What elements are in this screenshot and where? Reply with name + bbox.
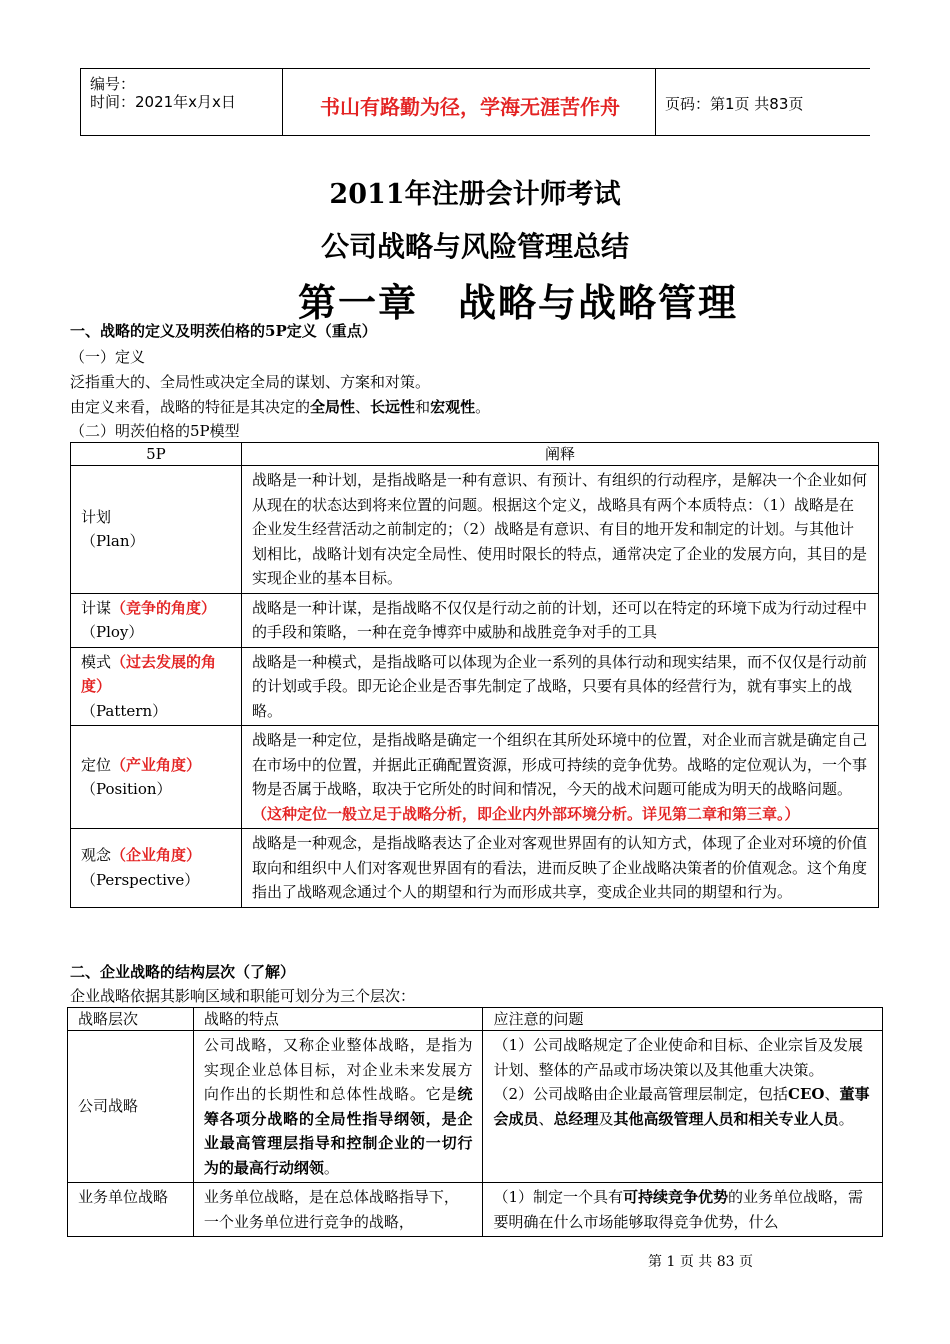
table-row [71, 466, 879, 594]
5p-header-col2: 阐释 [241, 443, 878, 466]
5p-en: （Pattern） [81, 701, 168, 720]
issue-post: 的业务单位战略，需要明确在什么市场能够取得竞争优势，什么 [493, 1188, 864, 1231]
feature-bold: 统筹各项分战略的全局性指导纲领，是企业最高管理层指导和控制企业的一切行为的最高行动纲领 [203, 1085, 473, 1177]
level-header-col2: 战略的特点 [193, 1008, 483, 1031]
issue2-b1: CEO [788, 1085, 825, 1103]
para2-end: 。 [475, 398, 491, 416]
level-issues [483, 1031, 883, 1183]
issue2-b2: 董事会成员 [493, 1085, 870, 1128]
5p-angle: （企业角度） [111, 846, 202, 865]
5p-text: 战略是一种计谋，是指战略不仅仅是行动之前的计划，还可以在特定的环境下成为行动过程中的手段和策略，一种在竞争博弈中威胁和战胜竞争对手的工具 [251, 598, 867, 641]
issue2-end: 。 [838, 1109, 854, 1128]
feature-end: 。 [323, 1158, 339, 1177]
header-divider-2 [655, 69, 656, 135]
issue-bold: 可持续竞争优势 [623, 1188, 729, 1206]
5p-text-cell [241, 466, 878, 594]
strategy-level-table [67, 1007, 883, 1237]
5p-text: 战略是一种定位，是指战略是确定一个组织在其所处环境中的位置，对企业而言就是确定自己在市场中的位置，并据此正确配置资源，形成可持续的竞争优势。战略的定位观认为，一个事物是否属于战略，取决于它所处的时间和情况，今天的战术问题可能成为明天的战略问题。 [251, 731, 867, 798]
motto: 书山有路勤为径，学海无涯苦作舟 [320, 95, 620, 119]
5p-en: （Position） [81, 780, 172, 798]
5p-en: （Ploy） [81, 623, 144, 641]
section1-sub1: （一）定义 [70, 348, 146, 366]
page-header [80, 68, 870, 136]
issue-1: （1）公司战略规定了企业使命和目标、企业宗旨及发展计划、整体的产品或市场决策以及其他重大决策。 [493, 1036, 864, 1079]
level-name: 公司战略 [68, 1031, 194, 1183]
section2-intro: 企业战略依据其影响区域和职能可划分为三个层次： [70, 987, 416, 1005]
section1-para2 [70, 396, 490, 417]
5p-text: 战略是一种观念，是指战略表达了企业对客观世界固有的认知方式，体现了企业对环境的价值取向和组织中人们对客观世界固有的看法，进而反映了企业战略决策者的价值观念。这个角度指出了战略观念通过个人的期望和行为而形成共享，变成企业共同的期望和行为。 [251, 834, 867, 901]
para2-bold-2: 长远性 [370, 398, 416, 416]
page-footer [0, 1251, 950, 1271]
5p-angle: （过去发展的角度） [81, 652, 217, 695]
5p-name-cell [71, 466, 242, 594]
section1-para1: 泛指重大的、全局性或决定全局的谋划、方案和对策。 [70, 373, 431, 391]
section1-heading: 一、战略的定义及明茨伯格的5P定义（重点） [70, 322, 377, 340]
para2-and: 和 [415, 398, 431, 416]
5p-text: 战略是一种模式，是指战略可以体现为企业一系列的具体行动和现实结果，而不仅仅是行动前的计划或手段。即无论企业是否事先制定了战略，只要有具体的经营行为，就有事实上的战略。 [251, 652, 867, 720]
title-line-1: 2011年注册会计师考试 [329, 179, 621, 210]
5p-text: 战略是一种计划，是指战略是一种有意识、有预计、有组织的行动程序，是解决一个企业如何从现在的状态达到将来位置的问题。根据这个定义，战略具有两个本质特点：（1）战略是在企业发生经营活动之前制定的；（2）战略是有意识、有目的地开发和制定的计划。与其他计划相比，战略计划有决定全局性、使用时限长的特点，通常决定了企业的发展方向，其目的是实现企业的基本目标。 [251, 471, 867, 587]
issue2-and: 及 [598, 1109, 614, 1128]
para2-bold-3: 宏观性 [430, 398, 476, 416]
header-left-border [80, 69, 81, 135]
5p-en: （Plan） [81, 532, 145, 551]
table-row [71, 647, 879, 726]
code-label: 编号： [90, 75, 136, 93]
table-row [71, 829, 879, 908]
feature-plain: 公司战略，又称企业整体战略，是指为实现企业总体目标，对企业未来发展方向作出的长期性和总体性战略。它是 [203, 1036, 473, 1103]
level-table-header [68, 1008, 883, 1031]
issue2-b4: 其他高级管理人员和相关专业人员 [613, 1109, 839, 1128]
5p-note: （这种定位一般立足于战略分析，即企业内外部环境分析。详见第二章和第三章。） [251, 804, 800, 823]
level-feature: 业务单位战略，是在总体战略指导下，一个业务单位进行竞争的战略， [193, 1183, 483, 1237]
5p-text-cell [241, 726, 878, 829]
5p-table [70, 442, 879, 908]
issue-2 [493, 1082, 872, 1131]
issue-pre: （1）制定一个具有 [493, 1188, 624, 1206]
level-feature [193, 1031, 483, 1183]
chapter-title: 第一章 战略与战略管理 [297, 280, 738, 325]
5p-text-cell [241, 647, 878, 726]
table-row [68, 1031, 883, 1183]
5p-name: 计划 [81, 507, 112, 526]
level-header-col1: 战略层次 [68, 1008, 194, 1031]
page-info: 页码：第1页 共83页 [665, 95, 804, 113]
5p-name: 模式 [81, 652, 112, 671]
level-header-col3: 应注意的问题 [483, 1008, 883, 1031]
issue2-pre: （2）公司战略由企业最高管理层制定，包括 [493, 1085, 789, 1103]
5p-angle: （产业角度） [111, 755, 202, 774]
title-line-2: 公司战略与风险管理总结 [320, 230, 629, 263]
5p-angle: （竞争的角度） [111, 598, 217, 617]
issue2-b3: 总经理 [553, 1109, 599, 1128]
5p-en: （Perspective） [81, 870, 200, 889]
footer-page-number: 第 1 页 共 83 页 [648, 1254, 753, 1270]
table-row [68, 1183, 883, 1237]
5p-text-cell [241, 593, 878, 647]
5p-name-cell [71, 593, 242, 647]
time-label: 时间：2021年x月x日 [90, 93, 236, 111]
5p-table-header [71, 443, 879, 466]
5p-name-cell [71, 647, 242, 726]
level-issues [483, 1183, 883, 1237]
level-name: 业务单位战略 [68, 1183, 194, 1237]
issue2-sep2: 、 [538, 1109, 554, 1128]
5p-name-cell [71, 726, 242, 829]
para2-sep: 、 [355, 398, 371, 416]
5p-name-cell [71, 829, 242, 908]
table-row [71, 593, 879, 647]
para2-pre: 由定义来看，战略的特征是其决定的 [70, 398, 311, 416]
table-row [71, 726, 879, 829]
header-divider-1 [282, 69, 283, 135]
para2-bold-1: 全局性 [310, 398, 356, 416]
5p-name: 计谋 [81, 598, 112, 617]
section1-sub2: （二）明茨伯格的5P模型 [70, 422, 240, 440]
5p-name: 观念 [81, 846, 112, 865]
5p-header-col1: 5P [71, 443, 242, 466]
5p-name: 定位 [81, 755, 112, 774]
section2-heading: 二、企业战略的结构层次（了解） [70, 963, 296, 981]
issue2-sep1: 、 [824, 1085, 840, 1103]
5p-text-cell [241, 829, 878, 908]
